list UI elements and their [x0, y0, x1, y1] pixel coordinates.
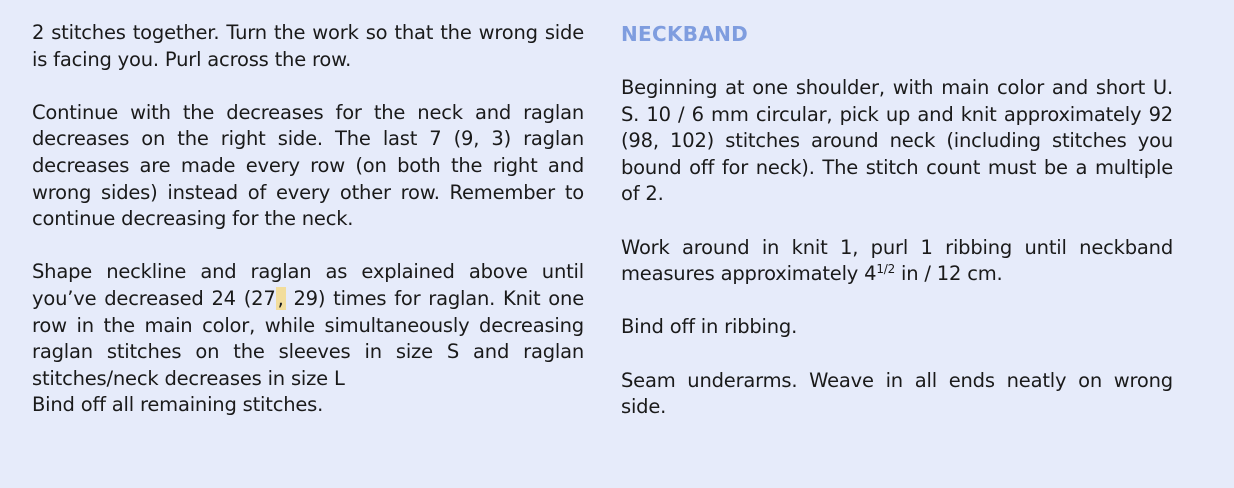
left-column — [32, 20, 584, 419]
right-paragraph-2-end: in / 12 cm. — [895, 262, 1003, 286]
right-paragraph-1: Beginning at one shoulder, with main color and short U. S. 10 / 6 mm circular, pick up and knit approximately 92 (98, 102) stitches around neck (including stitches you bound off for neck). The stitch count must be a multiple of 2. — [621, 76, 1173, 206]
right-paragraph-2 — [621, 235, 1173, 288]
right-column — [621, 20, 1173, 421]
right-paragraph-2-start: Work around in knit 1, purl 1 ribbing until neckband measures approximately 4 — [621, 235, 1173, 286]
fraction-superscript: 1/2 — [876, 262, 896, 277]
left-paragraph-1: 2 stitches together. Turn the work so that the wrong side is facing you. Purl across the row. — [32, 21, 584, 71]
right-paragraph-3: Bind off in ribbing. — [621, 315, 798, 339]
neckband-heading: NECKBAND — [621, 22, 749, 46]
left-paragraph-3-start: Shape neckline and raglan as explained above until you’ve decreased 24 (27 — [32, 260, 584, 310]
left-paragraph-3 — [32, 259, 584, 392]
left-paragraph-3-end: 29) times for raglan. Knit one row in the main color, while simultaneously decreasing raglan stitches on the sleeves in size S and raglan stitches/neck decreases in size L — [32, 286, 584, 390]
right-paragraph-4: Seam underarms. Weave in all ends neatly on wrong side. — [621, 368, 1173, 419]
left-paragraph-2: Continue with the decreases for the neck and raglan decreases on the right side. The last 7 (9, 3) raglan decreases are made every row (on both the right and wrong sides) instead of every other row. Remember to continue decreasing for the neck. — [32, 100, 584, 231]
highlighted-comma: , — [277, 286, 284, 310]
left-paragraph-4: Bind off all remaining stitches. — [32, 393, 324, 417]
